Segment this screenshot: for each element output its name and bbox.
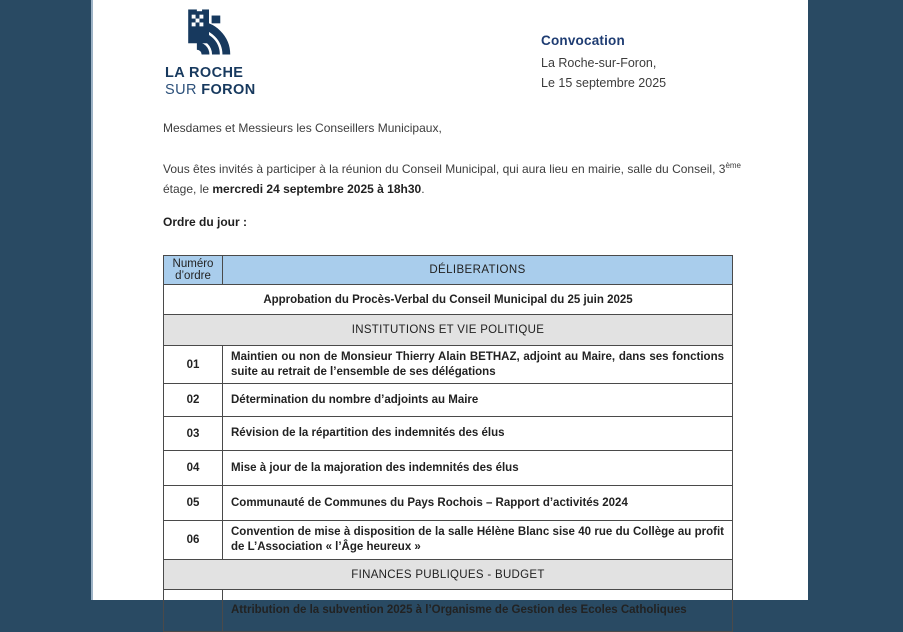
row-number: 05 — [164, 486, 223, 521]
document-page — [93, 0, 808, 616]
table-row — [164, 417, 733, 451]
section-finances: FINANCES PUBLIQUES - BUDGET — [164, 560, 733, 590]
table-row — [164, 486, 733, 521]
row-number: 04 — [164, 451, 223, 486]
invitation-part3: . — [421, 182, 425, 196]
section-institutions: INSTITUTIONS ET VIE POLITIQUE — [164, 315, 733, 346]
invitation-part1: Vous êtes invités à participer à la réunion du Conseil Municipal, qui aura lieu en mairie, salle du Conseil, 3 — [163, 162, 726, 176]
header-numero-line2: d’ordre — [175, 270, 211, 282]
header-numero-line1: Numéro — [172, 258, 214, 270]
table-row — [164, 560, 733, 590]
letter-place: La Roche-sur-Foron, — [541, 56, 657, 70]
invitation-date-bold: mercredi 24 septembre 2025 à 18h30 — [212, 182, 422, 196]
table-row — [164, 590, 733, 632]
letter-date: Le 15 septembre 2025 — [541, 76, 667, 90]
table-row — [164, 315, 733, 346]
table-header-row — [164, 256, 733, 285]
agenda-label: Ordre du jour : — [163, 215, 247, 229]
table-row — [164, 451, 733, 486]
row-text: Communauté de Communes du Pays Rochois – Rapport d’activités 2024 — [223, 486, 733, 521]
table-row — [164, 384, 733, 417]
row-text: Détermination du nombre d’adjoints au Maire — [223, 384, 733, 417]
castle-arcs-logo-icon — [183, 2, 235, 62]
row-text: Mise à jour de la majoration des indemnités des élus — [223, 451, 733, 486]
letter-title: Convocation — [541, 33, 625, 48]
invitation-paragraph — [163, 159, 741, 199]
row-number: 03 — [164, 417, 223, 451]
logo-text-line2 — [165, 82, 256, 98]
city-logo — [165, 2, 256, 98]
row-text: Attribution de la subvention 2025 à l’Organisme de Gestion des Ecoles Catholiques — [223, 590, 733, 632]
logo-text-foron: FORON — [201, 82, 256, 98]
invitation-part2: étage, le — [163, 182, 213, 196]
invitation-superscript: ème — [725, 161, 741, 170]
table-row — [164, 285, 733, 315]
table-row — [164, 521, 733, 560]
row-text: Convention de mise à disposition de la salle Hélène Blanc sise 40 rue du Collège au profit de L’Association « l’Âge heureux » — [223, 521, 733, 560]
row-approbation: Approbation du Procès-Verbal du Conseil Municipal du 25 juin 2025 — [164, 285, 733, 315]
row-number — [164, 590, 223, 632]
header-cell-deliberations: DÉLIBERATIONS — [223, 256, 733, 285]
logo-text-sur: SUR — [165, 82, 202, 98]
row-number: 02 — [164, 384, 223, 417]
row-number: 01 — [164, 346, 223, 384]
row-text: Révision de la répartition des indemnités des élus — [223, 417, 733, 451]
letter-header — [541, 33, 666, 93]
table-row — [164, 346, 733, 384]
row-text: Maintien ou non de Monsieur Thierry Alain BETHAZ, adjoint au Maire, dans ses fonctions suite au retrait de l’ensemble de ses délégations — [223, 346, 733, 384]
header-cell-numero — [164, 256, 223, 285]
agenda-table — [163, 255, 733, 632]
logo-text-line1: LA ROCHE — [165, 65, 244, 81]
row-number: 06 — [164, 521, 223, 560]
salutation-line: Mesdames et Messieurs les Conseillers Municipaux, — [163, 121, 442, 135]
